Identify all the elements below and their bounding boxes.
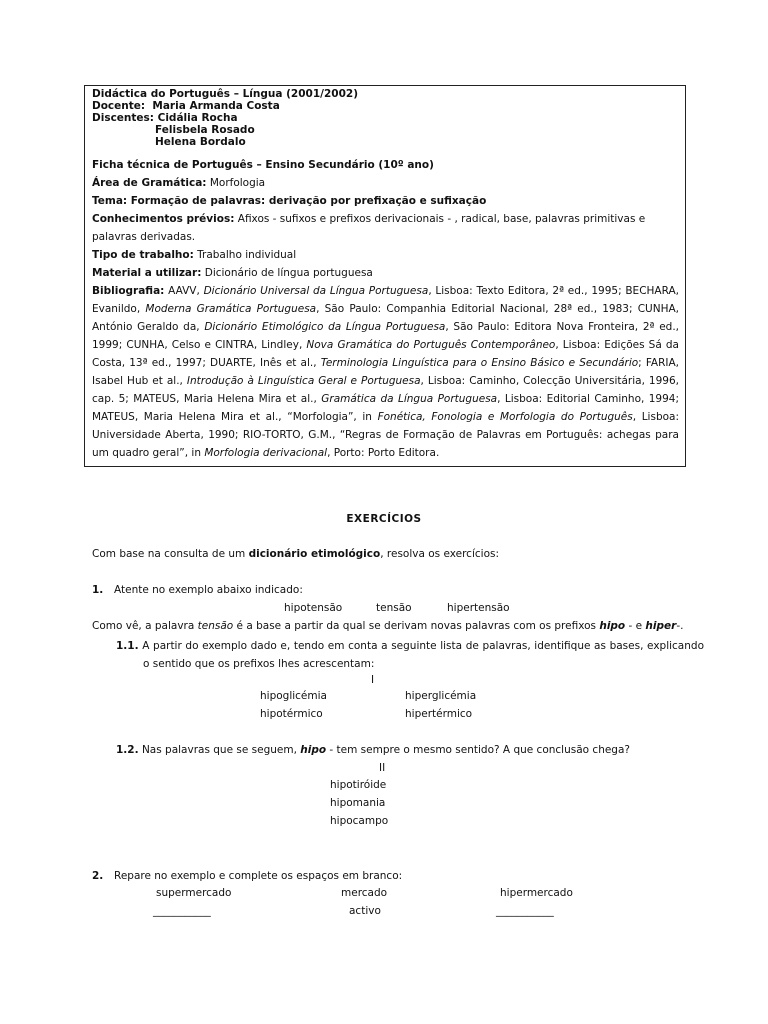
theme-line: Tema: Formação de palavras: derivação por prefixação e sufixação <box>92 195 487 207</box>
prior-knowledge: Conhecimentos prévios: Afixos - sufixos e prefixos derivacionais - , radical, base, palavras primitivas e palavras derivadas. <box>92 213 646 243</box>
example-explanation: Como vê, a palavra tensão é a base a partir da qual se derivam novas palavras com os prefixos hipo - e hiper-. <box>92 620 684 632</box>
roman-numeral: I <box>371 674 375 686</box>
exercises-title: EXERCÍCIOS <box>346 513 422 525</box>
word-cell: mercado <box>341 887 388 899</box>
word-cell: hipermercado <box>500 887 573 899</box>
list-item: hipotiróide <box>330 779 387 791</box>
list-item: hipomania <box>330 797 386 809</box>
roman-numeral: II <box>379 762 386 774</box>
example-word: hipertensão <box>447 602 510 614</box>
student-name: Felisbela Rosado <box>155 124 255 136</box>
students-line: Discentes: Cidália Rocha <box>92 112 238 124</box>
word-cell: supermercado <box>156 887 232 899</box>
header-box <box>84 85 686 467</box>
list-item: hiperglicémia <box>405 690 477 702</box>
teacher-line: Docente: Maria Armanda Costa <box>92 100 280 112</box>
example-word: hipotensão <box>284 602 343 614</box>
list-item: hipertérmico <box>405 708 473 720</box>
work-type: Tipo de trabalho: Trabalho individual <box>92 249 297 261</box>
exercises-intro: Com base na consulta de um dicionário etimológico, resolva os exercícios: <box>92 548 499 560</box>
materials: Material a utilizar: Dicionário de língua portuguesa <box>92 267 373 279</box>
student-name: Helena Bordalo <box>155 136 246 148</box>
word-cell: activo <box>349 905 381 917</box>
list-item: hipoglicémia <box>260 690 327 702</box>
list-item: hipotérmico <box>260 708 323 720</box>
bibliography: Bibliografia: AAVV, Dicionário Universal da Língua Portuguesa, Lisboa: Texto Editora, 2ª ed., 1995; BECHARA, Evanildo, Moderna Gramática Portuguesa, São Paulo: Companhia Editorial Nacional, 28ª ed., 1983; CUNHA, António Geraldo da, Dicionário Etimológico da Língua Portuguesa, São Paulo: Editora Nova Fronteira, 2ª ed., 1999; CUNHA, Celso e CINTRA, Lindley, Nova Gramática do Português Contemporâneo, Lisboa: Edições Sá da Costa, 13ª ed., 1997; DUARTE, Inês et al., Terminologia Linguística para o Ensino Básico e Secundário; FARIA, Isabel Hub et al., Introdução à Linguística Geral e Portuguesa, Lisboa: Caminho, Colecção Universitária, 1996, cap. 5; MATEUS, Maria Helena Mira et al., Gramática da Língua Portuguesa, Lisboa: Editorial Caminho, 1994; MATEUS, Maria Helena Mira et al., “Morfologia”, in Fonética, Fonologia e Morfologia do Português, Lisboa: Universidade Aberta, 1990; RIO-TORTO, G.M., “Regras de Formação de Palavras em Português: achegas para um quadro geral”, in Morfologia derivacional, Porto: Porto Editora. <box>92 285 680 459</box>
question-1: 1. Atente no exemplo abaixo indicado: <box>92 584 303 596</box>
question-1-1: 1.1. A partir do exemplo dado e, tendo em conta a seguinte lista de palavras, identifique as bases, explicando o sentido que os prefixos lhes acrescentam: <box>116 640 704 670</box>
list-item: hipocampo <box>330 815 389 827</box>
question-2: 2. Repare no exemplo e complete os espaços em branco: <box>92 870 403 882</box>
worksheet-title: Ficha técnica de Português – Ensino Secundário (10º ano) <box>92 159 434 171</box>
blank-field: ___________ <box>153 905 211 917</box>
blank-field: ___________ <box>496 905 554 917</box>
example-word: tensão <box>376 602 412 614</box>
course-title: Didáctica do Português – Língua (2001/2002) <box>92 88 358 100</box>
grammar-area: Área de Gramática: Morfologia <box>92 177 266 189</box>
question-1-2: 1.2. Nas palavras que se seguem, hipo - tem sempre o mesmo sentido? A que conclusão chega? <box>116 744 630 756</box>
